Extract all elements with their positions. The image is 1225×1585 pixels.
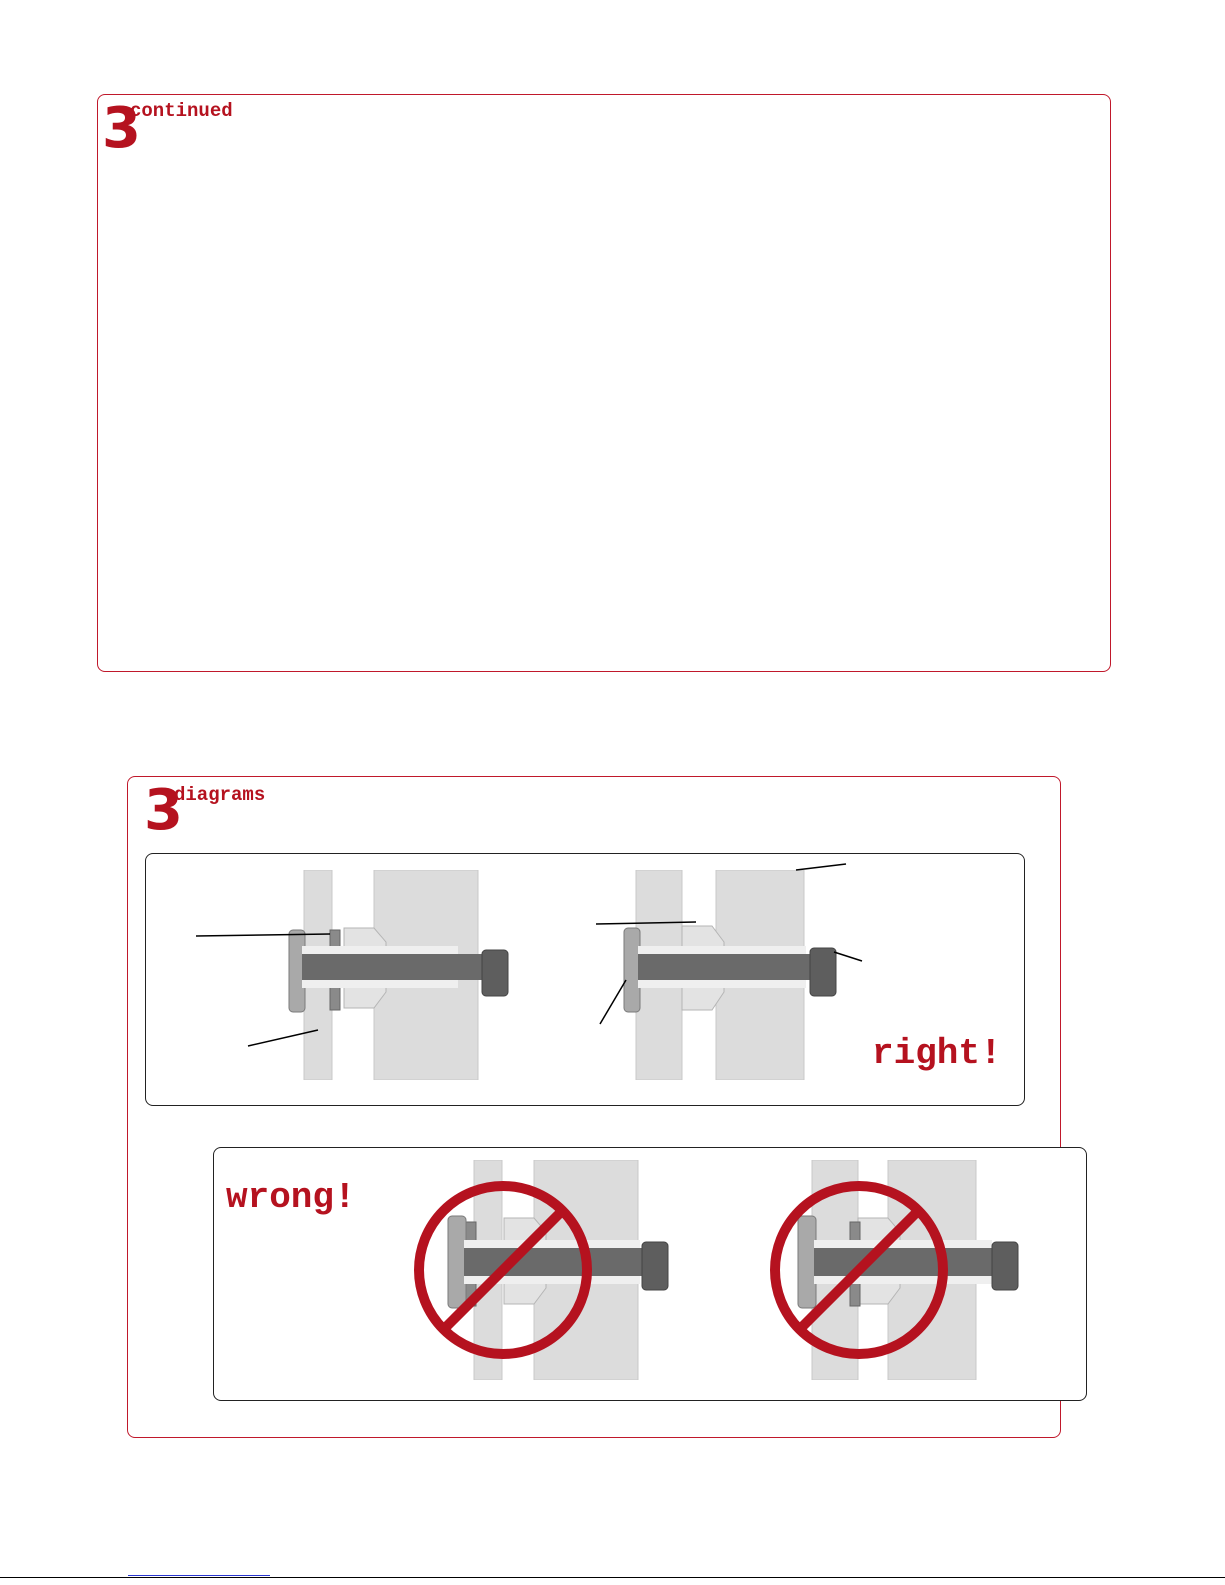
- prohibited-icon: [411, 1178, 595, 1362]
- footer-link-underline[interactable]: [128, 1575, 270, 1576]
- step-number: 3: [102, 96, 141, 161]
- prohibited-icon: [767, 1178, 951, 1362]
- wrong-label: wrong!: [226, 1177, 356, 1218]
- leader-lines-right: [596, 854, 896, 1064]
- step-number: 3: [144, 778, 183, 843]
- right-diagram-panel: [145, 853, 1025, 1106]
- leader-lines-left: [196, 854, 396, 1064]
- step-label: continued: [130, 100, 233, 122]
- wrong-diagram-panel: [213, 1147, 1087, 1401]
- step-3-continued-box: [97, 94, 1111, 672]
- page-bottom-rule: [0, 1577, 1225, 1578]
- step-label: diagrams: [174, 784, 266, 806]
- right-label: right!: [872, 1033, 1002, 1074]
